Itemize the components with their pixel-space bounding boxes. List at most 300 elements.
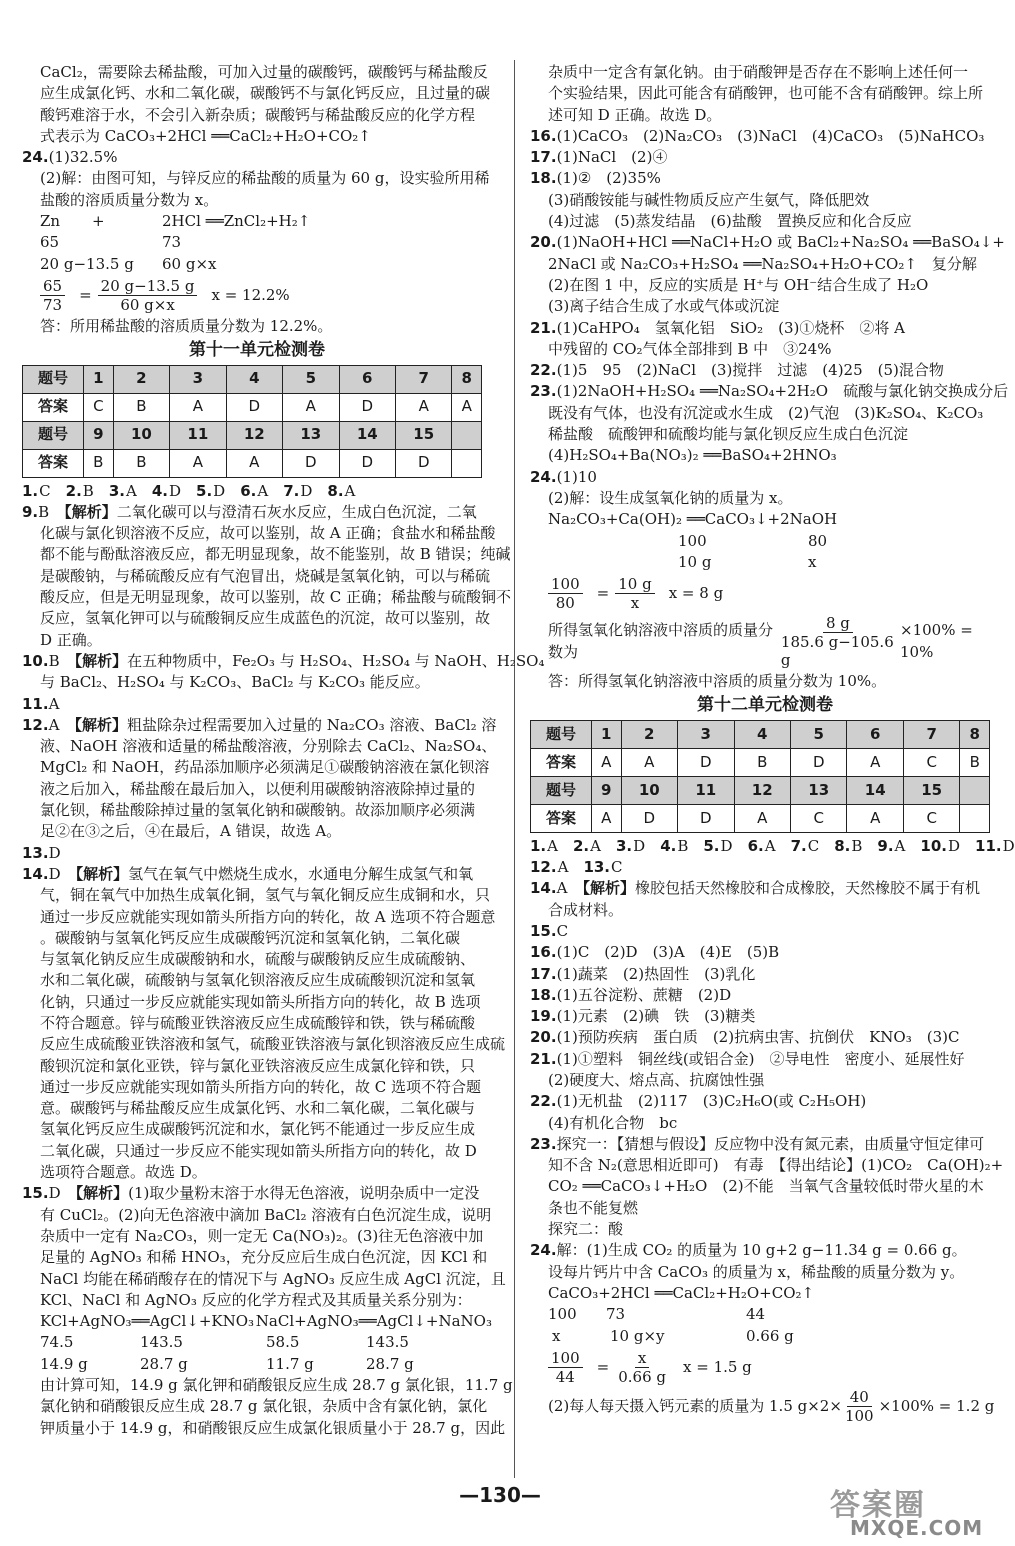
table-cell: 14 bbox=[339, 421, 395, 449]
mass-value: 58.5 bbox=[266, 1333, 300, 1352]
mass-value: 73 bbox=[162, 233, 182, 252]
answer-text: (1)② (2)35% bbox=[556, 169, 661, 188]
table-cell: 1 bbox=[84, 365, 114, 393]
text-line: 氢氧化钙反应生成碳酸钙沉淀和水，氯化钙不能通过一步反应生成 bbox=[40, 1120, 476, 1139]
text-line: NaCl 均能在稀硝酸存在的情况下与 AgNO₃ 反应生成 AgCl 沉淀，且 bbox=[40, 1269, 506, 1288]
fraction bbox=[778, 614, 898, 669]
question-number: 21. bbox=[530, 1049, 557, 1068]
table-cell: A bbox=[592, 748, 622, 776]
table-cell bbox=[960, 776, 990, 804]
denominator: 44 bbox=[555, 1367, 575, 1386]
text-line: (2)每人每天摄入钙元素的质量为 1.5 g×2× bbox=[548, 1396, 842, 1415]
question-number: 3. bbox=[616, 836, 633, 855]
page-number: —130— bbox=[459, 1483, 541, 1507]
table-cell: 题号 bbox=[23, 365, 84, 393]
text-line: (4)有机化合物 bc bbox=[548, 1113, 678, 1132]
mass-value: 73 bbox=[606, 1305, 626, 1324]
equation bbox=[22, 211, 492, 232]
text-line: 合成材料。 bbox=[548, 900, 624, 919]
proportion: $\frac{100}{44}$ = $\frac{x}{0.66 g}$ x = 1.5 g bbox=[530, 1349, 1000, 1386]
table-cell: 14 bbox=[847, 776, 903, 804]
question-number: 9. bbox=[877, 836, 894, 855]
section-title: 第十一单元检测卷 bbox=[189, 340, 325, 361]
mass-row bbox=[22, 232, 492, 253]
text-line: (2)解：由图可知，与锌反应的稀盐酸的质量为 60 g，设实验所用稀 bbox=[40, 169, 490, 188]
table-cell: 10 bbox=[113, 421, 169, 449]
text-line: 探究二：酸 bbox=[548, 1220, 624, 1239]
text-line: KCl、NaCl 和 AgNO₃ 反应的化学方程式及其质量关系分别为： bbox=[40, 1290, 472, 1309]
given-value: 28.7 g bbox=[140, 1354, 188, 1373]
table-cell: C bbox=[790, 804, 846, 832]
answer-text: (1)①塑料 铜丝线(或铝合金) ②导电性 密度小、延展性好 bbox=[556, 1049, 965, 1068]
answer-text: A bbox=[257, 481, 269, 500]
mass-value: 100 bbox=[548, 1305, 577, 1324]
text-line: 2NaCl 或 Na₂CO₃+H₂SO₄ ══Na₂SO₄+H₂O+CO₂↑ 复分解 bbox=[548, 254, 977, 273]
question-number: 21. bbox=[530, 318, 557, 337]
answer-text: (1)蔬菜 (2)热固性 (3)乳化 bbox=[556, 964, 756, 983]
table-cell: 题号 bbox=[531, 776, 592, 804]
equation: CaCO₃+2HCl ══CaCl₂+H₂O+CO₂↑ bbox=[548, 1283, 815, 1302]
question-14 bbox=[530, 878, 1000, 899]
table-cell: 5 bbox=[790, 720, 846, 748]
table-cell: 2 bbox=[621, 720, 677, 748]
text-line: 。碳酸钠与氢氧化钙反应生成碳酸钙沉淀和氢氧化钠，二氧化碳 bbox=[40, 928, 461, 947]
answer-text: A bbox=[556, 879, 568, 898]
table-row bbox=[23, 449, 482, 477]
given-row bbox=[22, 1354, 492, 1375]
answer-text: D bbox=[168, 481, 181, 500]
eq-term: Zn bbox=[40, 212, 61, 231]
text-line: 个实验结果，因此可能含有硝酸钾，也可能不含有硝酸钾。综上所 bbox=[548, 84, 984, 103]
answer-text: B bbox=[48, 651, 60, 670]
answer-text: A bbox=[557, 858, 569, 877]
given-value: 10 g×y bbox=[610, 1326, 665, 1345]
question-number: 13. bbox=[22, 843, 49, 862]
table-cell: 8 bbox=[452, 365, 482, 393]
denominator: 80 bbox=[555, 594, 575, 613]
watermark-url: MXQE.COM bbox=[850, 1516, 984, 1540]
text-line: 酸钡沉淀和氯化亚铁，锌与氯化亚铁溶液反应生成氯化锌和铁，只 bbox=[40, 1056, 476, 1075]
answer-text: D bbox=[1002, 836, 1015, 855]
table-cell: 4 bbox=[226, 365, 282, 393]
mass-value: 74.5 bbox=[40, 1333, 74, 1352]
mass-value: 143.5 bbox=[366, 1333, 409, 1352]
question-number: 10. bbox=[22, 651, 49, 670]
watermark-logo-text: 答案圈 bbox=[830, 1488, 926, 1523]
table-row bbox=[531, 720, 990, 748]
question-number: 22. bbox=[530, 1092, 557, 1111]
result: ×100% = 10% bbox=[900, 621, 973, 661]
answer-text: D bbox=[300, 481, 313, 500]
answer-table-unit11 bbox=[22, 365, 482, 478]
given-value: 14.9 g bbox=[40, 1354, 88, 1373]
text-line: 在五种物质中，Fe₂O₃ 与 H₂SO₄、H₂SO₄ 与 NaOH、H₂SO₄ bbox=[127, 651, 545, 670]
mass-value: 80 bbox=[808, 531, 828, 550]
denominator: 100 bbox=[844, 1406, 874, 1425]
text-line: 反应生成硫酸亚铁溶液和氢气，硫酸亚铁溶液与氯化钡溶液反应生成硫 bbox=[40, 1035, 506, 1054]
numerator: x bbox=[635, 1349, 649, 1368]
question-number: 17. bbox=[530, 148, 557, 167]
given-row bbox=[530, 552, 1000, 573]
short-answers bbox=[530, 857, 1000, 878]
table-cell: A bbox=[283, 393, 339, 421]
question-number: 12. bbox=[22, 715, 49, 734]
table-cell: A bbox=[226, 449, 282, 477]
table-cell: B bbox=[113, 449, 169, 477]
answer-table-unit12 bbox=[530, 720, 990, 833]
question-20 bbox=[530, 232, 1005, 253]
table-cell: A bbox=[734, 804, 790, 832]
text-line: 反应，氢氧化钾可以与硫酸铜反应生成蓝色的沉淀，故可以鉴别，故 bbox=[40, 609, 491, 628]
table-cell: A bbox=[621, 748, 677, 776]
table-cell: D bbox=[790, 748, 846, 776]
question-number: 24. bbox=[530, 467, 557, 486]
text-line: (2)硬度大、熔点高、抗腐蚀性强 bbox=[548, 1070, 765, 1089]
right-column bbox=[530, 62, 1015, 1427]
answer-text: D bbox=[720, 836, 733, 855]
question-15 bbox=[22, 1183, 492, 1204]
question-number: 6. bbox=[240, 481, 257, 500]
table-cell: B bbox=[113, 393, 169, 421]
numerator: 65 bbox=[40, 277, 65, 296]
answer-text: (1)元素 (2)碘 铁 (3)糖类 bbox=[556, 1007, 756, 1026]
question-14 bbox=[22, 864, 492, 885]
answer-text: D bbox=[48, 1184, 61, 1203]
proportion: $\frac{100}{80}$ = $\frac{10 g}{x}$ x = 8 g bbox=[530, 575, 1000, 612]
answer-text: C bbox=[611, 858, 623, 877]
mass-row bbox=[530, 531, 1000, 552]
text-line: (3)离子结合生成了水或气体或沉淀 bbox=[548, 297, 780, 316]
fraction bbox=[615, 1349, 669, 1386]
table-cell: 10 bbox=[621, 776, 677, 804]
text-line: 橡胶包括天然橡胶和合成橡胶，天然橡胶不属于有机 bbox=[634, 879, 980, 898]
table-cell: B bbox=[84, 449, 114, 477]
answer-text: (1)10 bbox=[556, 467, 597, 486]
mass-row bbox=[530, 1304, 1000, 1325]
table-cell: 答案 bbox=[23, 449, 84, 477]
table-cell: 13 bbox=[283, 421, 339, 449]
question-number: 7. bbox=[790, 836, 807, 855]
result: x = 1.5 g bbox=[683, 1357, 752, 1376]
question-24 bbox=[530, 467, 1000, 488]
mass-row bbox=[22, 1332, 492, 1353]
table-cell: 6 bbox=[847, 720, 903, 748]
question-number: 6. bbox=[747, 836, 764, 855]
question-number: 4. bbox=[151, 481, 168, 500]
answer-text: (1)5 95 (2)NaCl (3)搅拌 过滤 (4)25 (5)混合物 bbox=[556, 361, 944, 380]
answer-text: (1)NaCl (2)④ bbox=[556, 148, 668, 167]
question-number: 23. bbox=[530, 382, 557, 401]
equation bbox=[22, 1311, 492, 1332]
text-line: CO₂ ══CaCO₃↓+H₂O (2)不能 当氧气含量较低时带火星的木 bbox=[548, 1177, 984, 1196]
question-11 bbox=[22, 694, 492, 715]
given-row bbox=[530, 1326, 1000, 1347]
numerator: 10 g bbox=[615, 575, 654, 594]
analysis-tag: 【解析】 bbox=[75, 1184, 129, 1203]
question-21 bbox=[530, 1049, 1000, 1070]
calc-line bbox=[530, 1388, 1000, 1425]
question-number: 15. bbox=[22, 1184, 49, 1203]
question-12 bbox=[22, 715, 497, 736]
eq-term: NaCl+AgNO₃══AgCl↓+NaNO₃ bbox=[255, 1312, 492, 1331]
answer-text: A bbox=[547, 836, 558, 855]
numerator: 8 g bbox=[823, 614, 853, 633]
eq-term: KCl+AgNO₃══AgCl↓+KNO₃ bbox=[40, 1312, 255, 1331]
table-cell: 13 bbox=[790, 776, 846, 804]
text-line: 酸反应，但是无明显现象，故可以鉴别，故 C 正确；稀盐酸与硫酸铜不 bbox=[40, 588, 512, 607]
table-row bbox=[531, 748, 990, 776]
table-cell: 12 bbox=[734, 776, 790, 804]
table-row bbox=[23, 393, 482, 421]
table-cell: 12 bbox=[226, 421, 282, 449]
fraction bbox=[615, 575, 654, 612]
table-cell: A bbox=[592, 804, 622, 832]
text-line: 由计算可知，14.9 g 氯化钾和硝酸银反应生成 28.7 g 氯化银，11.7 g bbox=[40, 1376, 513, 1395]
answer-text: 解：(1)生成 CO₂ 的质量为 10 g+2 g−11.34 g = 0.66 g。 bbox=[556, 1241, 967, 1260]
table-cell bbox=[452, 421, 482, 449]
question-number: 20. bbox=[530, 233, 557, 252]
question-number: 18. bbox=[530, 169, 557, 188]
table-cell: C bbox=[84, 393, 114, 421]
answer-text: (1)32.5% bbox=[48, 148, 118, 167]
answer-text: (1)五谷淀粉、蔗糖 (2)D bbox=[556, 985, 732, 1004]
table-cell: 7 bbox=[395, 365, 451, 393]
mass-value: 100 bbox=[678, 531, 707, 550]
table-cell: 2 bbox=[113, 365, 169, 393]
text-line: 与氢氧化钠反应生成碳酸钠和水，硫酸与碳酸钠反应生成硫酸钠、 bbox=[40, 950, 476, 969]
text-line: 与 BaCl₂、H₂SO₄ 与 K₂CO₃、BaCl₂ 与 K₂CO₃ 能反应。 bbox=[40, 673, 430, 692]
answer-text: D bbox=[48, 864, 61, 883]
answer-text: D bbox=[633, 836, 646, 855]
answer-text: A bbox=[48, 694, 60, 713]
short-answers bbox=[530, 836, 1015, 857]
question-number: 20. bbox=[530, 1028, 557, 1047]
text-line: 式表示为 CaCO₃+2HCl ══CaCl₂+H₂O+CO₂↑ bbox=[40, 126, 371, 145]
question-number: 11. bbox=[975, 836, 1002, 855]
text-line: 中残留的 CO₂气体全部排到 B 中 ③24% bbox=[548, 339, 832, 358]
question-number: 10. bbox=[920, 836, 947, 855]
numerator: 100 bbox=[548, 575, 583, 594]
question-number: 18. bbox=[530, 985, 557, 1004]
text-line: (2)解：设生成氢氧化钠的质量为 x。 bbox=[548, 488, 793, 507]
table-cell: 4 bbox=[734, 720, 790, 748]
text-line: 稀盐酸 硫酸钾和硫酸均能与氯化钡反应生成白色沉淀 bbox=[548, 425, 909, 444]
question-18 bbox=[530, 985, 1000, 1006]
table-cell: 题号 bbox=[23, 421, 84, 449]
question-number: 22. bbox=[530, 361, 557, 380]
answer-text: 探究一：【猜想与假设】反应物中没有氮元素，由质量守恒定律可 bbox=[556, 1134, 985, 1153]
table-cell: 15 bbox=[903, 776, 959, 804]
denominator: 73 bbox=[43, 295, 63, 314]
equation: Na₂CO₃+Ca(OH)₂ ══CaCO₃↓+2NaOH bbox=[548, 510, 838, 529]
table-cell: 题号 bbox=[531, 720, 592, 748]
answer-text: B bbox=[82, 481, 94, 500]
table-cell: A bbox=[395, 393, 451, 421]
given-value: 10 g bbox=[678, 552, 712, 571]
analysis-tag: 【解析】 bbox=[582, 879, 635, 898]
question-number: 2. bbox=[65, 481, 82, 500]
text-line: 水和二氧化碳，硫酸钠与氢氧化钡溶液反应生成硫酸钡沉淀和氢氧 bbox=[40, 971, 476, 990]
table-cell: 7 bbox=[903, 720, 959, 748]
text-line: 条也不能复燃 bbox=[548, 1198, 639, 1217]
question-23 bbox=[530, 1134, 1000, 1155]
question-18 bbox=[530, 168, 1000, 189]
table-cell: D bbox=[226, 393, 282, 421]
analysis-tag: 【解析】 bbox=[74, 651, 128, 670]
section-title: 第十二单元检测卷 bbox=[697, 695, 833, 716]
text-line: (4)过滤 (5)蒸发结晶 (6)盐酸 置换反应和化合反应 bbox=[548, 212, 912, 231]
question-20 bbox=[530, 1027, 1000, 1048]
eq-term: + bbox=[92, 212, 105, 231]
table-row bbox=[531, 804, 990, 832]
table-cell: A bbox=[847, 748, 903, 776]
numerator: 40 bbox=[847, 1388, 872, 1407]
text-line: 化碳与氯化钡溶液不反应，故可以鉴别，故 A 正确；食盐水和稀盐酸 bbox=[40, 524, 496, 543]
text-line: 杂质中一定含有氯化钠。由于硝酸钾是否存在不影响上述任何一 bbox=[548, 63, 969, 81]
table-cell: 3 bbox=[678, 720, 734, 748]
answer-text: D bbox=[48, 843, 61, 862]
question-number: 8. bbox=[327, 481, 344, 500]
answer-text: C bbox=[807, 836, 820, 855]
analysis-tag: 【解析】 bbox=[74, 715, 127, 734]
question-9 bbox=[22, 502, 492, 523]
text-line: 钾质量小于 14.9 g，和硝酸银反应生成氯化银质量小于 28.7 g，因此 bbox=[40, 1418, 506, 1437]
text-line: 二氧化碳可以与澄清石灰水反应，生成白色沉淀，二氧 bbox=[116, 502, 477, 521]
table-row bbox=[531, 776, 990, 804]
table-cell: 6 bbox=[339, 365, 395, 393]
denominator: 0.66 g bbox=[618, 1367, 666, 1386]
table-cell: D bbox=[395, 449, 451, 477]
table-cell: D bbox=[678, 804, 734, 832]
answer-statement: 答：所得氢氧化钠溶液中溶质的质量分数为 10%。 bbox=[548, 672, 887, 691]
text-line: 所得氢氧化钠溶液中溶质的质量分数为 bbox=[548, 621, 774, 661]
question-number: 8. bbox=[834, 836, 851, 855]
text-line: 足②在③之后，④在最后，A 错误，故选 A。 bbox=[40, 822, 342, 841]
answer-text: (1)CaHPO₄ 氢氧化铝 SiO₂ (3)①烧杯 ②将 A bbox=[556, 318, 905, 337]
question-number: 5. bbox=[196, 481, 213, 500]
table-cell: A bbox=[847, 804, 903, 832]
given-value: 20 g−13.5 g bbox=[40, 254, 134, 273]
question-15 bbox=[530, 921, 1000, 942]
text-line: 盐酸的溶质质量分数为 x。 bbox=[40, 190, 219, 209]
answer-text: B bbox=[677, 836, 689, 855]
table-cell: 3 bbox=[170, 365, 226, 393]
answer-statement: 答：所用稀盐酸的溶质质量分数为 12.2%。 bbox=[40, 316, 333, 335]
table-cell: A bbox=[170, 449, 226, 477]
question-number: 16. bbox=[530, 126, 557, 145]
answer-text: (1)2NaOH+H₂SO₄ ══Na₂SO₄+2H₂O 硫酸与氯化钠交换成分后 bbox=[556, 382, 1009, 401]
text-line: D 正确。 bbox=[40, 630, 102, 649]
question-number: 14. bbox=[530, 879, 557, 898]
table-cell: 15 bbox=[395, 421, 451, 449]
question-number: 4. bbox=[660, 836, 677, 855]
table-cell: 答案 bbox=[531, 748, 592, 776]
denominator: 185.6 g−105.6 g bbox=[780, 633, 894, 670]
text-line: (2)在图 1 中，反应的实质是 H⁺与 OH⁻结合生成了 H₂O bbox=[548, 275, 929, 294]
fraction bbox=[98, 277, 198, 314]
table-cell: 11 bbox=[678, 776, 734, 804]
text-line: 氯化钡，稀盐酸除掉过量的氢氧化钠和碳酸钠。故添加顺序必须满 bbox=[40, 801, 476, 820]
text-line: 氯化钠和硝酸银反应生成 28.7 g 氯化银，杂质中含有氯化钠，氯化 bbox=[40, 1397, 488, 1416]
question-number: 7. bbox=[283, 481, 300, 500]
question-number: 17. bbox=[530, 964, 557, 983]
denominator: x bbox=[630, 594, 640, 613]
short-answers bbox=[22, 481, 492, 502]
numerator: 20 g−13.5 g bbox=[98, 277, 198, 296]
table-cell: D bbox=[339, 449, 395, 477]
proportion: $\frac{65}{73}$ = $\frac{20 g-13.5 g}{60 g\times x}$ x = 12.2% bbox=[22, 277, 492, 314]
answer-text: A bbox=[590, 836, 601, 855]
text-line: 通过一步反应就能实现如箭头所指方向的转化，故 C 选项不符合题 bbox=[40, 1077, 482, 1096]
text-line: CaCl₂，需要除去稀盐酸，可加入过量的碳酸钙，碳酸钙与稀盐酸反 bbox=[40, 63, 488, 81]
text-line: 足量的 AgNO₃ 和稀 HNO₃，充分反应后生成白色沉淀，因 KCl 和 bbox=[40, 1248, 488, 1267]
given-row bbox=[22, 254, 492, 275]
result: x = 8 g bbox=[668, 583, 724, 602]
question-16 bbox=[530, 126, 1000, 147]
question-24 bbox=[530, 1240, 1000, 1261]
result: x = 12.2% bbox=[211, 285, 290, 304]
given-value: 0.66 g bbox=[746, 1326, 794, 1345]
given-value: x bbox=[808, 552, 817, 571]
table-cell: D bbox=[678, 748, 734, 776]
text-line: MgCl₂ 和 NaOH，药品添加顺序必须满足①碳酸钠溶液在氯化钡溶 bbox=[40, 758, 490, 777]
question-22 bbox=[530, 360, 1000, 381]
table-cell: 11 bbox=[170, 421, 226, 449]
result: ×100% = 1.2 g bbox=[878, 1396, 995, 1415]
question-number: 3. bbox=[108, 481, 125, 500]
question-number: 15. bbox=[530, 921, 557, 940]
answer-text: A bbox=[48, 715, 60, 734]
question-number: 19. bbox=[530, 1007, 557, 1026]
table-row bbox=[23, 421, 482, 449]
answer-text: A bbox=[894, 836, 906, 855]
table-cell: D bbox=[339, 393, 395, 421]
answer-text: B bbox=[38, 502, 50, 521]
table-cell: 答案 bbox=[531, 804, 592, 832]
text-line: 液、NaOH 溶液和适量的稀盐酸溶液，分别除去 CaCl₂、Na₂SO₄、 bbox=[40, 737, 497, 756]
text-line: 酸钙难溶于水，不会引入新杂质；碳酸钙与稀盐酸反应的化学方程 bbox=[40, 105, 476, 124]
question-number: 12. bbox=[530, 858, 557, 877]
table-cell: 9 bbox=[592, 776, 622, 804]
text-line: 意。碳酸钙与稀盐酸反应生成氯化钙、水和二氧化碳，二氧化碳与 bbox=[40, 1099, 476, 1118]
given-value: 11.7 g bbox=[266, 1354, 314, 1373]
table-row bbox=[23, 365, 482, 393]
table-cell: C bbox=[903, 804, 959, 832]
table-cell: A bbox=[452, 393, 482, 421]
text-line: 是碳酸钠，与稀硫酸反应有气泡冒出，烧碱是氢氧化钠，可以与稀硫 bbox=[40, 566, 491, 585]
analysis-tag: 【解析】 bbox=[64, 502, 117, 521]
text-line: 应生成氯化钙、水和二氧化碳，碳酸钙不与氯化钙反应，且过量的碳 bbox=[40, 84, 491, 103]
answer-text: B bbox=[851, 836, 863, 855]
fraction bbox=[842, 1388, 877, 1425]
question-number: 1. bbox=[22, 481, 39, 500]
table-cell: 9 bbox=[84, 421, 114, 449]
watermark bbox=[830, 1480, 995, 1542]
given-value: 28.7 g bbox=[366, 1354, 414, 1373]
question-number: 23. bbox=[530, 1134, 557, 1153]
question-19 bbox=[530, 1006, 1000, 1027]
answer-text: A bbox=[344, 481, 356, 500]
given-value: x bbox=[552, 1326, 561, 1345]
question-22 bbox=[530, 1091, 1000, 1112]
analysis-tag: 【解析】 bbox=[75, 864, 129, 883]
question-number: 16. bbox=[530, 943, 557, 962]
text-line: 知不含 N₂(意思相近即可) 有毒 【得出结论】(1)CO₂ Ca(OH)₂+ bbox=[548, 1156, 1004, 1175]
mass-value: 143.5 bbox=[140, 1333, 183, 1352]
answer-text: A bbox=[764, 836, 776, 855]
answer-text: D bbox=[947, 836, 960, 855]
given-value: 60 g×x bbox=[162, 254, 217, 273]
